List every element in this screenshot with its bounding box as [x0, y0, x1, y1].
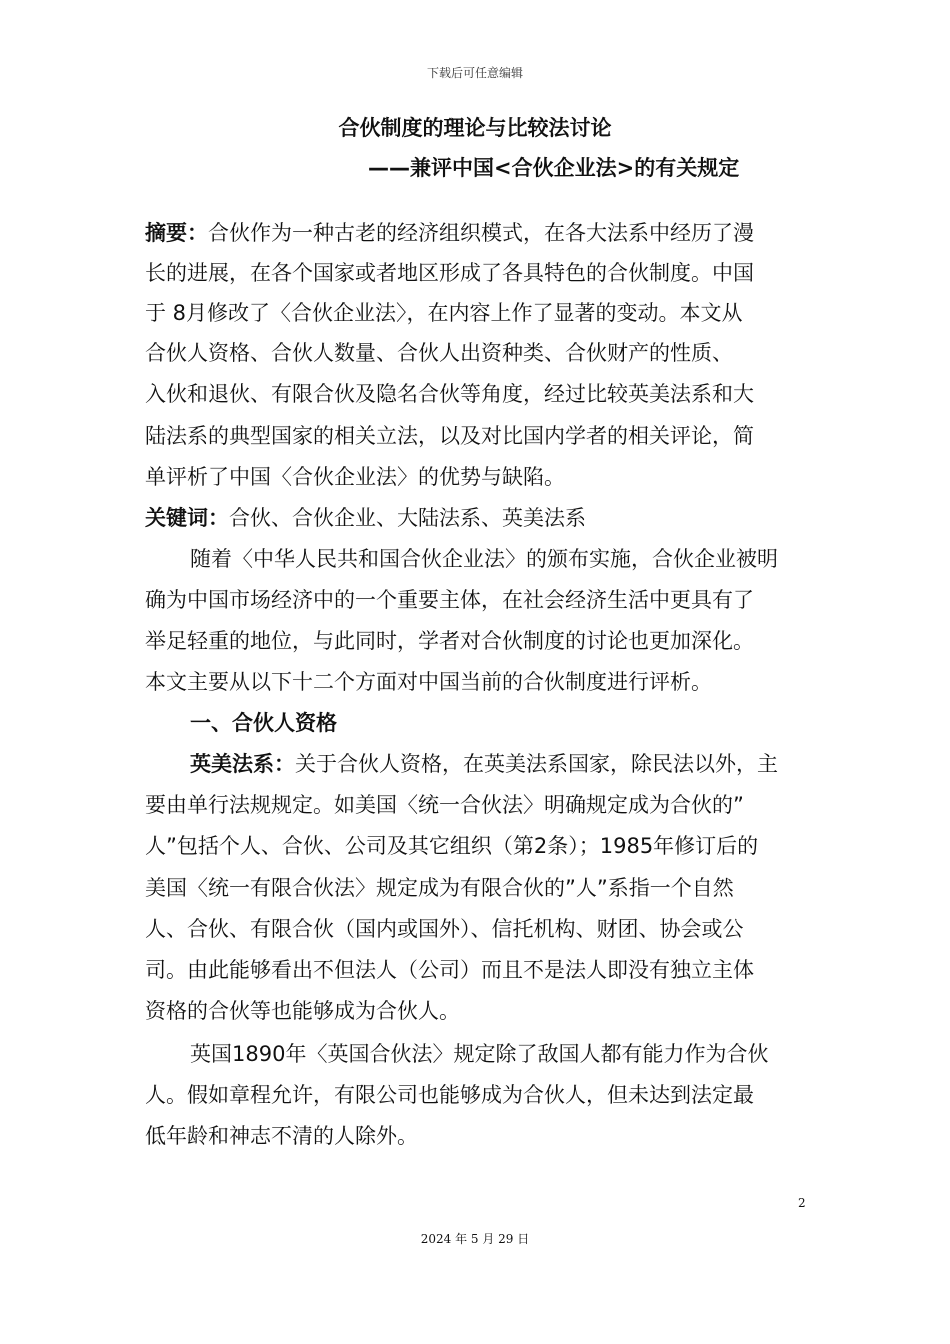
page-header: 下载后可任意编辑 [426, 66, 523, 80]
abstract-line-4: 合伙人资格、合伙人数量、合伙人出资种类、合伙财产的性质、 [145, 341, 733, 365]
common-law-label: 英美法系： [190, 752, 295, 776]
abstract-line-2: 长的进展，在各个国家或者地区形成了各具特色的合伙制度。中国 [145, 261, 754, 285]
section1-para1-line-3: 人”包括个人、合伙、公司及其它组织（第2条）；1985年修订后的 [145, 834, 759, 858]
keywords-label: 关键词： [145, 506, 229, 530]
section1-para1-line-5: 人、合伙、有限合伙（国内或国外）、信托机构、财团、协会或公 [145, 917, 744, 941]
section1-para1-line-4: 美国〈统一有限合伙法〉规定成为有限合伙的”人”系指一个自然 [145, 876, 734, 900]
section-heading-1: 一、合伙人资格 [190, 711, 337, 735]
abstract-line-7: 单评析了中国〈合伙企业法〉的优势与缺陷。 [145, 465, 565, 489]
intro-line-4: 本文主要从以下十二个方面对中国当前的合伙制度进行评析。 [145, 670, 712, 694]
keywords-text: 合伙、合伙企业、大陆法系、英美法系 [229, 506, 586, 530]
section1-para1-line-7: 资格的合伙等也能够成为合伙人。 [145, 999, 460, 1023]
section1-para2-line-1: 英国1890年〈英国合伙法〉规定除了敌国人都有能力作为合伙 [190, 1042, 769, 1066]
intro-line-1: 随着〈中华人民共和国合伙企业法〉的颁布实施，合伙企业被明 [190, 547, 778, 571]
document-subtitle: ——兼评中国<合伙企业法>的有关规定 [368, 156, 740, 180]
keywords-line [145, 504, 586, 532]
document-title: 合伙制度的理论与比较法讨论 [338, 116, 612, 140]
page-number: 2 [798, 1196, 806, 1210]
section1-para2-line-3: 低年龄和神志不清的人除外。 [145, 1124, 418, 1148]
section1-para1-line-6: 司。由此能够看出不但法人（公司）而且不是法人即没有独立主体 [145, 958, 754, 982]
abstract-label: 摘要： [145, 221, 208, 245]
section1-para1-line-2: 要由单行法规规定。如美国〈统一合伙法〉明确规定成为合伙的” [145, 793, 744, 817]
footer-date: 2024 年 5 月 29 日 [420, 1232, 530, 1246]
abstract-line-6: 陆法系的典型国家的相关立法，以及对比国内学者的相关评论，简 [145, 424, 754, 448]
abstract-line-1: 摘要：合伙作为一种古老的经济组织模式，在各大法系中经历了漫 [145, 221, 754, 245]
section1-para2-line-2: 人。假如章程允许，有限公司也能够成为合伙人，但未达到法定最 [145, 1083, 754, 1107]
abstract-line-5: 入伙和退伙、有限合伙及隐名合伙等角度，经过比较英美法系和大 [145, 382, 754, 406]
intro-line-3: 举足轻重的地位，与此同时，学者对合伙制度的讨论也更加深化。 [145, 629, 754, 653]
intro-line-2: 确为中国市场经济中的一个重要主体，在社会经济生活中更具有了 [145, 588, 754, 612]
section1-para1-line-1: 英美法系：关于合伙人资格，在英美法系国家，除民法以外，主 [190, 752, 778, 776]
abstract-line-3: 于 8月修改了〈合伙企业法〉，在内容上作了显著的变动。本文从 [145, 301, 743, 325]
